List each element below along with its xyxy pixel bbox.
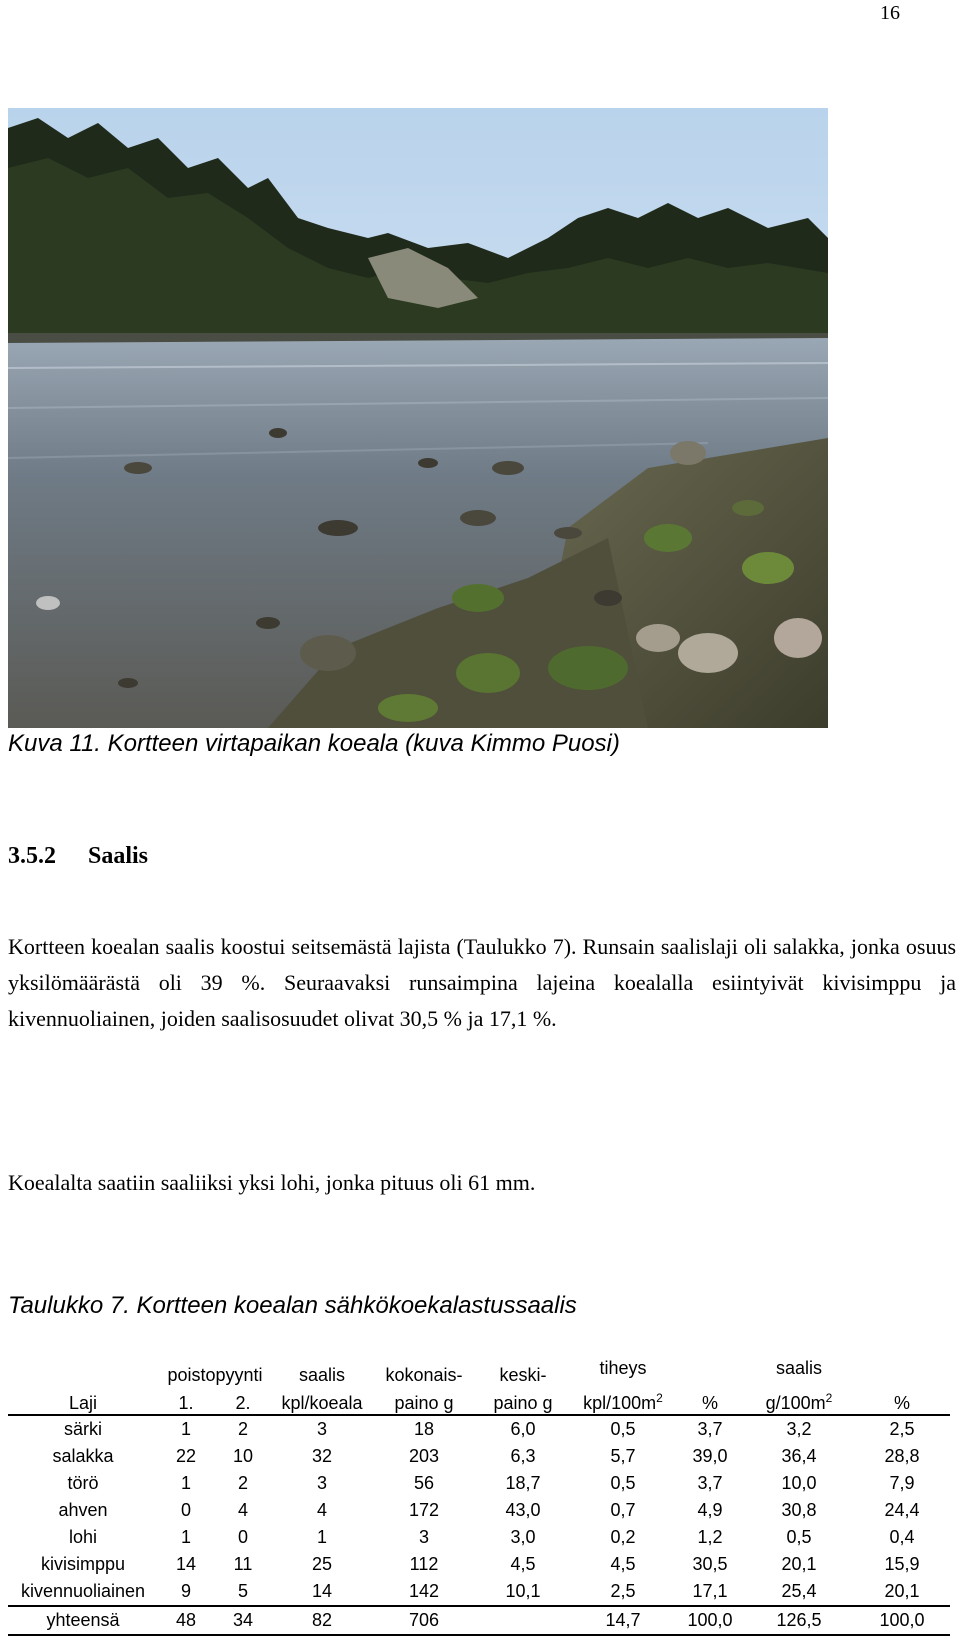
table-cell: 0,5 — [610, 1419, 636, 1439]
table-cell: 56 — [413, 1473, 435, 1493]
table-cell: 3 — [418, 1527, 429, 1547]
header-saalis: saalis — [298, 1365, 346, 1385]
table-cell: 1,2 — [697, 1527, 723, 1547]
total-cell: 34 — [232, 1610, 254, 1630]
header-round-1: 1. — [178, 1393, 194, 1413]
table-cell: 2 — [237, 1419, 248, 1439]
table-cell: 43,0 — [505, 1500, 541, 1520]
table-cell: 6,0 — [510, 1419, 536, 1439]
total-cell — [476, 1606, 570, 1635]
table-cell: 36,4 — [781, 1446, 817, 1466]
header-percent-1: % — [701, 1393, 718, 1413]
page-number: 16 — [880, 2, 900, 24]
table-cell: 3 — [316, 1473, 327, 1493]
section-heading — [8, 843, 148, 870]
table-cell: 15,9 — [884, 1554, 920, 1574]
table-row — [8, 1443, 950, 1470]
table-cell: 142 — [408, 1581, 440, 1601]
table-cell: 32 — [311, 1446, 333, 1466]
section-number: 3.5.2 — [8, 843, 56, 869]
total-cell: 14,7 — [605, 1610, 641, 1630]
table-cell: 0,5 — [610, 1473, 636, 1493]
figure-caption: Kuva 11. Kortteen virtapaikan koeala (kuva Kimmo Puosi) — [8, 730, 620, 757]
table-cell: 2 — [237, 1473, 248, 1493]
table-cell: 0 — [237, 1527, 248, 1547]
table-cell: 10,0 — [781, 1473, 817, 1493]
table-cell: 25,4 — [781, 1581, 817, 1601]
table-cell: 3,0 — [510, 1527, 536, 1547]
header-biomass: $g/100m^2$ — [765, 1391, 833, 1413]
header-kokonais: kokonais- — [385, 1365, 463, 1385]
table-cell: 0,4 — [889, 1527, 915, 1547]
table-title: Taulukko 7. Kortteen koealan sähkökoekalastussaalis — [8, 1292, 577, 1319]
table-cell: 1 — [180, 1419, 191, 1439]
table-header-top — [8, 1358, 950, 1386]
table-cell: 14 — [311, 1581, 333, 1601]
table-cell: 7,9 — [889, 1473, 915, 1493]
species-name: kivisimppu — [40, 1554, 126, 1574]
table-cell: 25 — [311, 1554, 333, 1574]
table-cell: 22 — [175, 1446, 197, 1466]
header-paino-mean: paino g — [493, 1393, 553, 1413]
species-name: särki — [63, 1419, 102, 1439]
header-tiheys: tiheys — [599, 1358, 647, 1378]
table-cell: 9 — [180, 1581, 191, 1601]
river-photo — [8, 108, 828, 728]
table-cell: 4,5 — [510, 1554, 536, 1574]
table-cell: 3,2 — [786, 1419, 812, 1439]
table-row — [8, 1524, 950, 1551]
table-cell: 5,7 — [610, 1446, 636, 1466]
paragraph-1: Kortteen koealan saalis koostui seitsemästä lajista (Taulukko 7). Runsain saalislaji oli salakka, jonka osuus yksilömäärästä oli 39 %. Seuraavaksi runsaimpina lajeina koealalla esiintyivät kivisimppu ja kivennuoliainen, joiden saalisosuudet olivat 30,5 % ja 17,1 %. — [8, 934, 956, 1031]
header-poistopyynti: poistopyynti — [167, 1365, 263, 1385]
table-cell: 30,5 — [692, 1554, 728, 1574]
table-cell: 1 — [180, 1473, 191, 1493]
table-cell: 203 — [408, 1446, 440, 1466]
table-row — [8, 1470, 950, 1497]
table-cell: 3 — [316, 1419, 327, 1439]
table-cell: 18,7 — [505, 1473, 541, 1493]
table-row — [8, 1578, 950, 1606]
table-cell: 2,5 — [610, 1581, 636, 1601]
table-cell: 3,7 — [697, 1419, 723, 1439]
table-row — [8, 1415, 950, 1443]
table-cell: 0 — [180, 1500, 191, 1520]
table-cell: 4 — [237, 1500, 248, 1520]
table-cell: 4 — [316, 1500, 327, 1520]
species-name: ahven — [58, 1500, 108, 1520]
total-cell: 706 — [408, 1610, 440, 1630]
table-cell: 20,1 — [781, 1554, 817, 1574]
table-header-bottom — [8, 1386, 950, 1415]
table-cell: 0,7 — [610, 1500, 636, 1520]
species-name: lohi — [68, 1527, 98, 1547]
table-cell: 6,3 — [510, 1446, 536, 1466]
header-kpl-koeala: kpl/koeala — [281, 1393, 363, 1413]
table-cell: 39,0 — [692, 1446, 728, 1466]
table-cell: 24,4 — [884, 1500, 920, 1520]
table-row — [8, 1551, 950, 1578]
table-row — [8, 1497, 950, 1524]
table-cell: 10,1 — [505, 1581, 541, 1601]
header-keski: keski- — [499, 1365, 547, 1385]
header-round-2: 2. — [235, 1393, 251, 1413]
header-percent-2: % — [893, 1393, 910, 1413]
table-cell: 2,5 — [889, 1419, 915, 1439]
table-cell: 172 — [408, 1500, 440, 1520]
section-title: Saalis — [88, 843, 149, 869]
table-cell: 1 — [180, 1527, 191, 1547]
table-cell: 3,7 — [697, 1473, 723, 1493]
header-paino-total: paino g — [394, 1393, 454, 1413]
total-cell: 126,5 — [776, 1610, 822, 1630]
table-cell: 5 — [237, 1581, 248, 1601]
table-cell: 0,2 — [610, 1527, 636, 1547]
table-cell: 4,9 — [697, 1500, 723, 1520]
table-cell: 20,1 — [884, 1581, 920, 1601]
table-cell: 30,8 — [781, 1500, 817, 1520]
species-name: törö — [67, 1473, 99, 1493]
header-laji: Laji — [68, 1393, 98, 1413]
table-cell: 4,5 — [610, 1554, 636, 1574]
table-total-row — [8, 1606, 950, 1635]
table-cell: 18 — [413, 1419, 435, 1439]
total-cell: 82 — [311, 1610, 333, 1630]
catch-table — [8, 1358, 950, 1636]
river-photo-illustration — [8, 108, 828, 728]
table-cell: 10 — [232, 1446, 254, 1466]
total-label: yhteensä — [46, 1610, 120, 1630]
header-saalis-2: saalis — [775, 1358, 823, 1378]
total-cell: 100,0 — [687, 1610, 733, 1630]
total-cell: 48 — [175, 1610, 197, 1630]
species-name: kivennuoliainen — [20, 1581, 146, 1601]
table-cell: 0,5 — [786, 1527, 812, 1547]
total-cell: 100,0 — [879, 1610, 925, 1630]
table-body — [8, 1415, 950, 1606]
species-name: salakka — [52, 1446, 114, 1466]
header-density: kpl/$100m^2$ — [583, 1391, 663, 1413]
table-cell: 17,1 — [692, 1581, 728, 1601]
table-cell: 112 — [409, 1554, 439, 1574]
table-cell: 28,8 — [884, 1446, 920, 1466]
paragraph-2: Koealalta saatiin saaliiksi yksi lohi, jonka pituus oli 61 mm. — [8, 1170, 536, 1195]
table-cell: 11 — [233, 1554, 253, 1574]
table-cell: 14 — [175, 1554, 197, 1574]
table-cell: 1 — [316, 1527, 327, 1547]
